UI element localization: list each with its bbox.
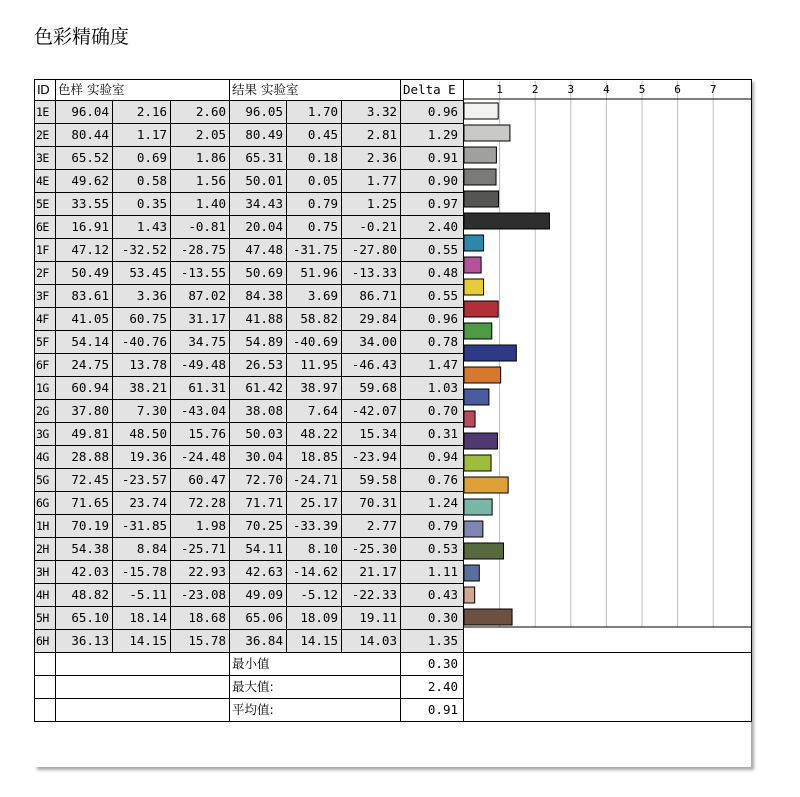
sample-lab-value: 0.69 — [113, 147, 171, 170]
delta-e-value: 0.94 — [401, 446, 464, 469]
result-lab-value: 11.95 — [287, 354, 342, 377]
row-id: 3E — [35, 147, 56, 170]
delta-e-value: 0.90 — [401, 170, 464, 193]
sample-lab-value: 53.45 — [113, 262, 171, 285]
delta-e-value: 0.79 — [401, 515, 464, 538]
delta-e-value: 0.78 — [401, 331, 464, 354]
sample-lab-value: 83.61 — [56, 285, 113, 308]
row-id: 6H — [35, 630, 56, 653]
result-lab-value: 3.32 — [342, 101, 401, 124]
result-lab-value: 2.36 — [342, 147, 401, 170]
delta-e-value: 0.31 — [401, 423, 464, 446]
bar-6F — [464, 345, 516, 361]
row-id: 3G — [35, 423, 56, 446]
result-lab-value: 0.05 — [287, 170, 342, 193]
row-id: 4F — [35, 308, 56, 331]
sample-lab-value: 48.50 — [113, 423, 171, 446]
sample-lab-value: 7.30 — [113, 400, 171, 423]
result-lab-value: 96.05 — [230, 101, 287, 124]
sample-lab-value: 1.43 — [113, 216, 171, 239]
sample-lab-value: 16.91 — [56, 216, 113, 239]
delta-e-value: 0.55 — [401, 239, 464, 262]
summary-value: 0.30 — [401, 653, 464, 676]
sample-lab-value: -15.78 — [113, 561, 171, 584]
sample-lab-value: 37.80 — [56, 400, 113, 423]
row-id: 1F — [35, 239, 56, 262]
sample-lab-value: 36.13 — [56, 630, 113, 653]
sample-lab-value: 2.60 — [171, 101, 230, 124]
sample-lab-value: 61.31 — [171, 377, 230, 400]
result-lab-value: 19.11 — [342, 607, 401, 630]
x-tick-label: 7 — [709, 83, 717, 96]
result-lab-value: 70.25 — [230, 515, 287, 538]
sample-lab-value: 34.75 — [171, 331, 230, 354]
delta-e-value: 0.96 — [401, 308, 464, 331]
result-lab-value: 50.01 — [230, 170, 287, 193]
result-lab-value: 26.53 — [230, 354, 287, 377]
result-lab-value: 59.68 — [342, 377, 401, 400]
result-lab-value: 49.09 — [230, 584, 287, 607]
sample-lab-value: 72.45 — [56, 469, 113, 492]
result-lab-value: -46.43 — [342, 354, 401, 377]
x-tick-label: 4 — [603, 83, 610, 96]
row-id: 1H — [35, 515, 56, 538]
sample-lab-value: -25.71 — [171, 538, 230, 561]
result-lab-value: 0.45 — [287, 124, 342, 147]
sample-lab-value: 60.94 — [56, 377, 113, 400]
result-lab-value: -14.62 — [287, 561, 342, 584]
result-lab-value: 15.34 — [342, 423, 401, 446]
x-tick-label: 6 — [674, 83, 681, 96]
result-lab-value: -31.75 — [287, 239, 342, 262]
sample-lab-value: 65.10 — [56, 607, 113, 630]
result-lab-value: 3.69 — [287, 285, 342, 308]
result-lab-value: -27.80 — [342, 239, 401, 262]
sample-lab-value: 0.35 — [113, 193, 171, 216]
result-lab-value: 0.75 — [287, 216, 342, 239]
result-lab-value: 38.97 — [287, 377, 342, 400]
header-id: ID — [35, 80, 56, 101]
result-lab-value: 72.70 — [230, 469, 287, 492]
row-id: 6E — [35, 216, 56, 239]
row-id: 2E — [35, 124, 56, 147]
sample-lab-value: 1.56 — [171, 170, 230, 193]
delta-e-value: 0.43 — [401, 584, 464, 607]
row-id: 5E — [35, 193, 56, 216]
sample-lab-value: 15.78 — [171, 630, 230, 653]
result-lab-value: -0.21 — [342, 216, 401, 239]
bar-6H — [464, 609, 512, 625]
result-lab-value: 36.84 — [230, 630, 287, 653]
sample-lab-value: 18.14 — [113, 607, 171, 630]
result-lab-value: 1.70 — [287, 101, 342, 124]
sample-lab-value: 80.44 — [56, 124, 113, 147]
result-lab-value: 0.79 — [287, 193, 342, 216]
bar-2F — [464, 257, 481, 273]
sample-lab-value: 2.05 — [171, 124, 230, 147]
bar-4E — [464, 169, 496, 185]
result-lab-value: 0.18 — [287, 147, 342, 170]
sample-lab-value: 47.12 — [56, 239, 113, 262]
bar-5H — [464, 587, 475, 603]
bar-1H — [464, 499, 492, 515]
delta-e-value: 0.91 — [401, 147, 464, 170]
sample-lab-value: 1.86 — [171, 147, 230, 170]
sample-lab-value: 15.76 — [171, 423, 230, 446]
row-id: 2F — [35, 262, 56, 285]
row-id: 2G — [35, 400, 56, 423]
delta-e-value: 1.11 — [401, 561, 464, 584]
bar-3F — [464, 279, 484, 295]
sample-lab-value: 48.82 — [56, 584, 113, 607]
row-id: 5G — [35, 469, 56, 492]
delta-e-value: 1.03 — [401, 377, 464, 400]
bar-5G — [464, 455, 491, 471]
header-delta-e: Delta E — [401, 80, 464, 101]
result-lab-value: 51.96 — [287, 262, 342, 285]
result-lab-value: 14.03 — [342, 630, 401, 653]
row-id: 4G — [35, 446, 56, 469]
bar-3H — [464, 543, 504, 559]
sample-lab-value: -23.57 — [113, 469, 171, 492]
x-tick-label: 1 — [496, 83, 503, 96]
result-lab-value: 2.81 — [342, 124, 401, 147]
result-lab-value: 34.00 — [342, 331, 401, 354]
sample-lab-value: 50.49 — [56, 262, 113, 285]
sample-lab-value: 72.28 — [171, 492, 230, 515]
result-lab-value: 54.89 — [230, 331, 287, 354]
result-lab-value: 1.77 — [342, 170, 401, 193]
summary-label: 最小值 — [230, 653, 401, 676]
result-lab-value: 48.22 — [287, 423, 342, 446]
bar-5F — [464, 323, 492, 339]
header-sample-lab: 色样 实验室 — [56, 80, 230, 101]
result-lab-value: 47.48 — [230, 239, 287, 262]
bar-2E — [464, 125, 510, 141]
result-lab-value: -33.39 — [287, 515, 342, 538]
sample-lab-value: 1.98 — [171, 515, 230, 538]
sample-lab-value: 19.36 — [113, 446, 171, 469]
delta-e-value: 1.35 — [401, 630, 464, 653]
bar-6E — [464, 213, 549, 229]
sample-lab-value: 65.52 — [56, 147, 113, 170]
sample-lab-value: 0.58 — [113, 170, 171, 193]
result-lab-value: 71.71 — [230, 492, 287, 515]
delta-e-value: 0.96 — [401, 101, 464, 124]
result-lab-value: -22.33 — [342, 584, 401, 607]
page-title: 色彩精确度 — [34, 26, 130, 48]
result-lab-value: -13.33 — [342, 262, 401, 285]
header-result-lab: 结果 实验室 — [230, 80, 401, 101]
delta-e-value: 0.55 — [401, 285, 464, 308]
result-lab-value: 84.38 — [230, 285, 287, 308]
result-lab-value: 70.31 — [342, 492, 401, 515]
delta-e-value: 0.97 — [401, 193, 464, 216]
row-id: 1G — [35, 377, 56, 400]
sample-lab-value: -24.48 — [171, 446, 230, 469]
result-lab-value: 38.08 — [230, 400, 287, 423]
result-lab-value: 50.69 — [230, 262, 287, 285]
sample-lab-value: 1.17 — [113, 124, 171, 147]
delta-e-value: 0.76 — [401, 469, 464, 492]
sample-lab-value: -13.55 — [171, 262, 230, 285]
row-id: 1E — [35, 101, 56, 124]
delta-e-bar-chart — [463, 79, 751, 767]
delta-e-value: 0.30 — [401, 607, 464, 630]
result-lab-value: 65.06 — [230, 607, 287, 630]
result-lab-value: 18.09 — [287, 607, 342, 630]
delta-e-value: 0.53 — [401, 538, 464, 561]
row-id: 6F — [35, 354, 56, 377]
result-lab-value: 54.11 — [230, 538, 287, 561]
sample-lab-value: 96.04 — [56, 101, 113, 124]
x-tick-label: 5 — [638, 83, 646, 96]
sample-lab-value: 33.55 — [56, 193, 113, 216]
sample-lab-value: 28.88 — [56, 446, 113, 469]
bar-6G — [464, 477, 508, 493]
delta-e-value: 2.40 — [401, 216, 464, 239]
summary-empty-sample — [56, 653, 230, 676]
sample-lab-value: -40.76 — [113, 331, 171, 354]
sample-lab-value: 31.17 — [171, 308, 230, 331]
sample-lab-value: -28.75 — [171, 239, 230, 262]
sample-lab-value: -5.11 — [113, 584, 171, 607]
bar-3G — [464, 411, 475, 427]
row-id: 3H — [35, 561, 56, 584]
sample-lab-value: -31.85 — [113, 515, 171, 538]
sample-lab-value: 8.84 — [113, 538, 171, 561]
sample-lab-value: 49.81 — [56, 423, 113, 446]
row-id: 2H — [35, 538, 56, 561]
row-id: 5F — [35, 331, 56, 354]
bar-1E — [464, 103, 498, 119]
sample-lab-value: 22.93 — [171, 561, 230, 584]
result-lab-value: -24.71 — [287, 469, 342, 492]
result-lab-value: 1.25 — [342, 193, 401, 216]
result-lab-value: 2.77 — [342, 515, 401, 538]
sample-lab-value: -43.04 — [171, 400, 230, 423]
delta-e-value: 0.48 — [401, 262, 464, 285]
result-lab-value: 14.15 — [287, 630, 342, 653]
sample-lab-value: 3.36 — [113, 285, 171, 308]
result-lab-value: 41.88 — [230, 308, 287, 331]
bar-5E — [464, 191, 499, 207]
bar-4G — [464, 433, 497, 449]
result-lab-value: 86.71 — [342, 285, 401, 308]
summary-empty-sample — [56, 676, 230, 699]
result-lab-value: 30.04 — [230, 446, 287, 469]
summary-value: 2.40 — [401, 676, 464, 699]
summary-label: 最大值: — [230, 676, 401, 699]
x-tick-label: 2 — [531, 83, 539, 96]
sample-lab-value: 60.47 — [171, 469, 230, 492]
sample-lab-value: 41.05 — [56, 308, 113, 331]
result-lab-value: 50.03 — [230, 423, 287, 446]
result-lab-value: -5.12 — [287, 584, 342, 607]
result-lab-value: -40.69 — [287, 331, 342, 354]
summary-value: 0.91 — [401, 699, 464, 722]
sample-lab-value: -49.48 — [171, 354, 230, 377]
summary-empty-id — [35, 653, 56, 676]
sample-lab-value: 38.21 — [113, 377, 171, 400]
sample-lab-value: 54.14 — [56, 331, 113, 354]
delta-e-value: 0.70 — [401, 400, 464, 423]
sample-lab-value: 54.38 — [56, 538, 113, 561]
bar-3E — [464, 147, 496, 163]
sample-lab-value: -0.81 — [171, 216, 230, 239]
result-lab-value: 61.42 — [230, 377, 287, 400]
summary-empty-id — [35, 676, 56, 699]
summary-label: 平均值: — [230, 699, 401, 722]
sample-lab-value: 42.03 — [56, 561, 113, 584]
result-lab-value: 7.64 — [287, 400, 342, 423]
sample-lab-value: 2.16 — [113, 101, 171, 124]
result-lab-value: -25.30 — [342, 538, 401, 561]
result-lab-value: -42.07 — [342, 400, 401, 423]
sample-lab-value: 18.68 — [171, 607, 230, 630]
row-id: 3F — [35, 285, 56, 308]
result-lab-value: 25.17 — [287, 492, 342, 515]
result-lab-value: -23.94 — [342, 446, 401, 469]
sample-lab-value: 13.78 — [113, 354, 171, 377]
row-id: 4H — [35, 584, 56, 607]
bar-2G — [464, 389, 489, 405]
result-lab-value: 8.10 — [287, 538, 342, 561]
sample-lab-value: 49.62 — [56, 170, 113, 193]
result-lab-value: 59.58 — [342, 469, 401, 492]
result-lab-value: 21.17 — [342, 561, 401, 584]
row-id: 5H — [35, 607, 56, 630]
result-lab-value: 34.43 — [230, 193, 287, 216]
delta-e-value: 1.47 — [401, 354, 464, 377]
sample-lab-value: 1.40 — [171, 193, 230, 216]
result-lab-value: 18.85 — [287, 446, 342, 469]
sample-lab-value: 14.15 — [113, 630, 171, 653]
result-lab-value: 80.49 — [230, 124, 287, 147]
bar-4H — [464, 565, 479, 581]
bar-1G — [464, 367, 501, 383]
sample-lab-value: 23.74 — [113, 492, 171, 515]
sample-lab-value: 87.02 — [171, 285, 230, 308]
result-lab-value: 20.04 — [230, 216, 287, 239]
summary-empty-id — [35, 699, 56, 722]
sample-lab-value: -32.52 — [113, 239, 171, 262]
sample-lab-value: 70.19 — [56, 515, 113, 538]
result-lab-value: 42.63 — [230, 561, 287, 584]
result-lab-value: 65.31 — [230, 147, 287, 170]
x-tick-label: 3 — [567, 83, 575, 96]
summary-empty-sample — [56, 699, 230, 722]
bar-2H — [464, 521, 483, 537]
sample-lab-value: -23.08 — [171, 584, 230, 607]
delta-e-value: 1.29 — [401, 124, 464, 147]
row-id: 4E — [35, 170, 56, 193]
bar-1F — [464, 235, 484, 251]
result-lab-value: 29.84 — [342, 308, 401, 331]
result-lab-value: 58.82 — [287, 308, 342, 331]
delta-e-value: 1.24 — [401, 492, 464, 515]
sample-lab-value: 24.75 — [56, 354, 113, 377]
bar-4F — [464, 301, 498, 317]
sample-lab-value: 60.75 — [113, 308, 171, 331]
row-id: 6G — [35, 492, 56, 515]
sample-lab-value: 71.65 — [56, 492, 113, 515]
